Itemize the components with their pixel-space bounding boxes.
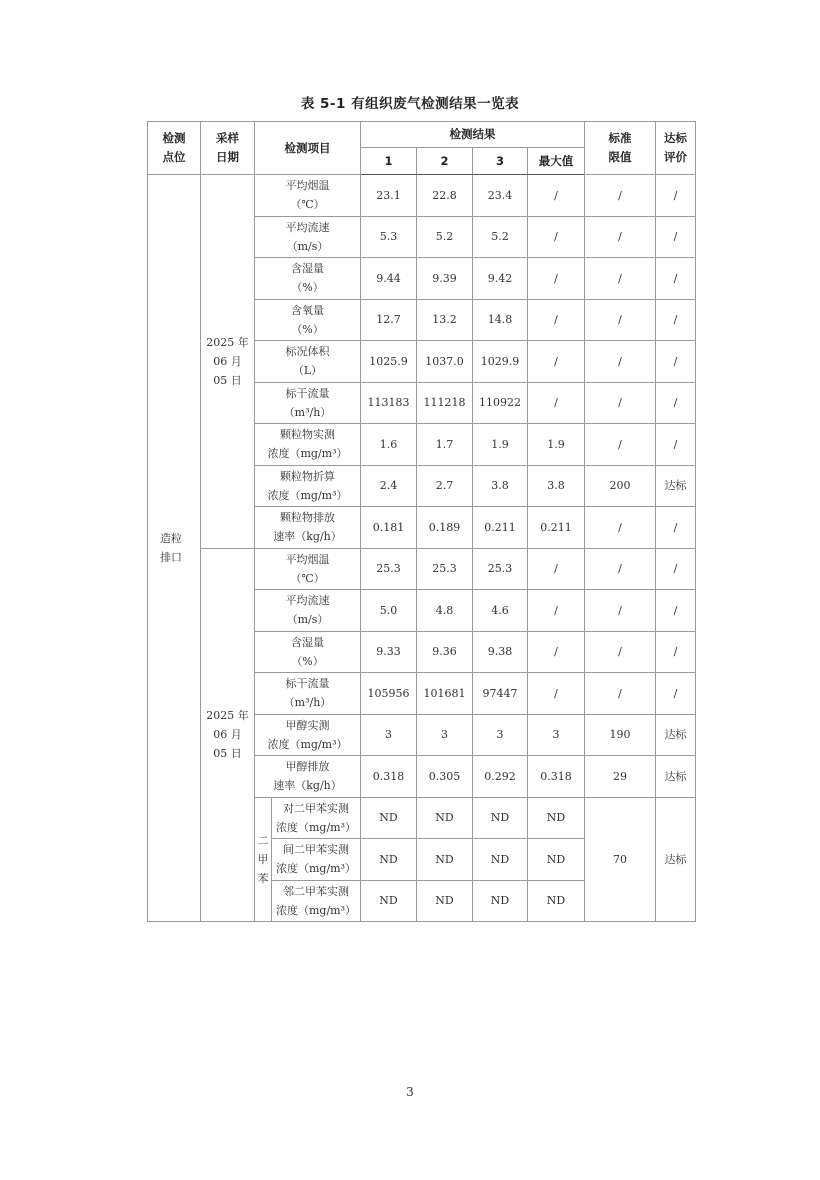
item-name-line: 浓度（mg/m³）	[267, 737, 348, 751]
value-v2: 1037.0	[417, 341, 473, 383]
xylene-label-line: 二	[257, 833, 269, 847]
item-name-line: 平均烟温	[285, 179, 330, 193]
value-max: /	[528, 382, 585, 424]
header-limit-line: 标准	[608, 131, 632, 145]
value-limit: /	[585, 631, 656, 673]
item-name	[255, 175, 361, 217]
item-name-line: 含湿量	[291, 635, 324, 649]
item-name-line: 浓度（mg/m³）	[275, 820, 357, 834]
page-number: 3	[406, 1085, 414, 1099]
item-name	[255, 341, 361, 383]
value-eval: /	[656, 590, 696, 632]
item-name-line: 间二甲苯实测	[283, 843, 349, 857]
item-name-line: 浓度（mg/m³）	[267, 488, 348, 502]
value-limit: /	[585, 299, 656, 341]
item-name	[255, 714, 361, 756]
header-results: 检测结果	[361, 122, 585, 148]
value-eval: /	[656, 341, 696, 383]
value-v3: 3.8	[473, 465, 528, 507]
item-name-line: 标况体积	[285, 345, 330, 359]
item-name-line: 颗粒物排放	[280, 511, 335, 525]
value-v3: 0.211	[473, 507, 528, 549]
value-v3: 110922	[473, 382, 528, 424]
value-v2: ND	[417, 797, 473, 839]
sampling-date	[201, 548, 255, 922]
value-eval: /	[656, 175, 696, 217]
value-v3: 9.42	[473, 258, 528, 300]
sampling-date-line: 06 月	[213, 354, 242, 368]
value-v1: 1025.9	[361, 341, 417, 383]
value-v2: 3	[417, 714, 473, 756]
value-v3: 23.4	[473, 175, 528, 217]
value-v3: 0.292	[473, 756, 528, 798]
header-eval	[656, 122, 696, 175]
item-name-line: 平均烟温	[285, 552, 330, 566]
sampling-date-line: 05 日	[213, 373, 242, 387]
value-max: /	[528, 548, 585, 590]
sampling-date-line: 06 月	[213, 728, 242, 742]
header-item: 检测项目	[255, 122, 361, 175]
value-v2: ND	[417, 880, 473, 922]
value-v2: 4.8	[417, 590, 473, 632]
header-n3: 3	[473, 148, 528, 175]
value-max: /	[528, 631, 585, 673]
header-eval-line: 达标	[664, 131, 687, 145]
value-max: /	[528, 175, 585, 217]
value-limit: /	[585, 590, 656, 632]
value-eval: 达标	[656, 465, 696, 507]
item-name-line: 甲醇实测	[285, 718, 330, 732]
value-v2: 13.2	[417, 299, 473, 341]
xylene-label-line: 甲	[257, 852, 269, 866]
xylene-label	[255, 797, 272, 922]
value-v2: 0.189	[417, 507, 473, 549]
xylene-eval: 达标	[656, 797, 696, 922]
item-name	[255, 548, 361, 590]
sampling-date-line: 2025 年	[206, 709, 249, 723]
value-v3: ND	[473, 880, 528, 922]
value-max: /	[528, 258, 585, 300]
value-v1: 113183	[361, 382, 417, 424]
header-limit	[585, 122, 656, 175]
point-name	[148, 175, 201, 922]
item-name-line: 颗粒物折算	[280, 469, 335, 483]
item-name-line: 浓度（mg/m³）	[275, 862, 357, 876]
value-eval: /	[656, 548, 696, 590]
value-eval: /	[656, 673, 696, 715]
item-name	[255, 631, 361, 673]
value-eval: /	[656, 258, 696, 300]
value-v2: ND	[417, 839, 473, 881]
item-name-line: 邻二甲苯实测	[283, 884, 349, 898]
sampling-date	[201, 175, 255, 549]
item-name-line: （%）	[291, 281, 324, 295]
value-limit: /	[585, 507, 656, 549]
value-eval: 达标	[656, 756, 696, 798]
value-limit: /	[585, 341, 656, 383]
value-v2: 101681	[417, 673, 473, 715]
value-limit: /	[585, 673, 656, 715]
value-v2: 5.2	[417, 216, 473, 258]
value-v2: 9.39	[417, 258, 473, 300]
value-limit: /	[585, 382, 656, 424]
value-v1: 9.44	[361, 258, 417, 300]
value-v2: 0.305	[417, 756, 473, 798]
value-v2: 25.3	[417, 548, 473, 590]
item-name-line: （m³/h）	[283, 696, 332, 710]
value-eval: /	[656, 299, 696, 341]
value-v2: 2.7	[417, 465, 473, 507]
value-v3: 1.9	[473, 424, 528, 466]
value-v3: ND	[473, 839, 528, 881]
value-v2: 1.7	[417, 424, 473, 466]
value-max: 0.211	[528, 507, 585, 549]
item-name-line: （%）	[291, 322, 324, 336]
value-limit: /	[585, 424, 656, 466]
value-max: /	[528, 216, 585, 258]
header-date	[201, 122, 255, 175]
value-limit: /	[585, 216, 656, 258]
value-max: ND	[528, 797, 585, 839]
header-max: 最大值	[528, 148, 585, 175]
value-max: 1.9	[528, 424, 585, 466]
item-name-line: 含氧量	[291, 303, 324, 317]
value-eval: /	[656, 631, 696, 673]
value-limit: /	[585, 548, 656, 590]
header-eval-line: 评价	[664, 150, 687, 164]
item-name	[255, 590, 361, 632]
value-v1: 0.181	[361, 507, 417, 549]
header-date-line: 采样	[216, 131, 239, 145]
value-v3: 1029.9	[473, 341, 528, 383]
value-limit: /	[585, 258, 656, 300]
value-max: ND	[528, 839, 585, 881]
item-name-line: （℃）	[290, 571, 325, 585]
value-v1: 5.3	[361, 216, 417, 258]
item-name	[255, 424, 361, 466]
header-point	[148, 122, 201, 175]
sampling-date-line: 05 日	[213, 747, 242, 761]
item-name-line: （%）	[291, 654, 324, 668]
item-name-line: 浓度（mg/m³）	[267, 447, 348, 461]
value-eval: 达标	[656, 714, 696, 756]
item-name-line: （L）	[292, 364, 323, 378]
value-max: /	[528, 673, 585, 715]
value-eval: /	[656, 507, 696, 549]
item-name-line: 颗粒物实测	[280, 428, 335, 442]
value-v3: 97447	[473, 673, 528, 715]
value-v1: 12.7	[361, 299, 417, 341]
item-name-line: （m/s）	[286, 613, 329, 627]
value-eval: /	[656, 216, 696, 258]
value-v3: ND	[473, 797, 528, 839]
value-max: /	[528, 299, 585, 341]
value-v3: 4.6	[473, 590, 528, 632]
value-v1: ND	[361, 797, 417, 839]
value-v1: 9.33	[361, 631, 417, 673]
sampling-date-line: 2025 年	[206, 335, 249, 349]
value-max: 3.8	[528, 465, 585, 507]
item-name	[255, 299, 361, 341]
value-v1: 25.3	[361, 548, 417, 590]
value-max: /	[528, 590, 585, 632]
item-name-line: 对二甲苯实测	[283, 801, 349, 815]
item-name-line: 含湿量	[291, 262, 324, 276]
value-max: ND	[528, 880, 585, 922]
table-row	[148, 548, 696, 590]
value-v3: 25.3	[473, 548, 528, 590]
item-name	[255, 258, 361, 300]
value-v1: 3	[361, 714, 417, 756]
item-name-line: 速率（kg/h）	[273, 530, 342, 544]
value-v1: ND	[361, 839, 417, 881]
item-name-line: 标干流量	[285, 677, 330, 691]
item-name-line: （m³/h）	[283, 405, 332, 419]
value-eval: /	[656, 382, 696, 424]
value-v1: 105956	[361, 673, 417, 715]
value-v3: 5.2	[473, 216, 528, 258]
value-v1: ND	[361, 880, 417, 922]
item-name-line: （m/s）	[286, 239, 329, 253]
header-row	[148, 122, 696, 148]
value-limit: /	[585, 175, 656, 217]
value-v2: 22.8	[417, 175, 473, 217]
header-date-line: 日期	[216, 150, 239, 164]
value-eval: /	[656, 424, 696, 466]
value-limit: 200	[585, 465, 656, 507]
value-max: 3	[528, 714, 585, 756]
point-name-line: 造粒	[160, 532, 182, 545]
item-name-line: 浓度（mg/m³）	[275, 903, 357, 917]
value-max: 0.318	[528, 756, 585, 798]
exhaust-gas-results-table	[147, 121, 696, 922]
table-caption: 表 5-1 有组织废气检测结果一览表	[300, 96, 520, 112]
item-name	[255, 507, 361, 549]
item-name	[255, 673, 361, 715]
item-name	[272, 797, 361, 839]
value-v3: 9.38	[473, 631, 528, 673]
value-v1: 5.0	[361, 590, 417, 632]
header-point-line: 检测	[162, 131, 186, 145]
value-v1: 2.4	[361, 465, 417, 507]
item-name-line: 标干流量	[285, 386, 330, 400]
value-v1: 23.1	[361, 175, 417, 217]
value-max: /	[528, 341, 585, 383]
item-name-line: 速率（kg/h）	[273, 779, 342, 793]
xylene-limit: 70	[585, 797, 656, 922]
item-name-line: 甲醇排放	[285, 760, 330, 774]
item-name	[255, 756, 361, 798]
value-limit: 190	[585, 714, 656, 756]
xylene-label-line: 苯	[257, 871, 269, 885]
table-row	[148, 175, 696, 217]
item-name	[272, 839, 361, 881]
item-name-line: （℃）	[290, 198, 325, 212]
item-name-line: 平均流速	[285, 594, 330, 608]
value-v1: 0.318	[361, 756, 417, 798]
item-name	[255, 465, 361, 507]
item-name	[255, 216, 361, 258]
value-v1: 1.6	[361, 424, 417, 466]
header-n1: 1	[361, 148, 417, 175]
value-limit: 29	[585, 756, 656, 798]
value-v3: 14.8	[473, 299, 528, 341]
header-point-line: 点位	[162, 150, 186, 164]
item-name	[272, 880, 361, 922]
header-n2: 2	[417, 148, 473, 175]
value-v2: 111218	[417, 382, 473, 424]
value-v2: 9.36	[417, 631, 473, 673]
header-limit-line: 限值	[608, 150, 632, 164]
item-name-line: 平均流速	[285, 220, 330, 234]
point-name-line: 排口	[160, 551, 182, 564]
value-v3: 3	[473, 714, 528, 756]
item-name	[255, 382, 361, 424]
